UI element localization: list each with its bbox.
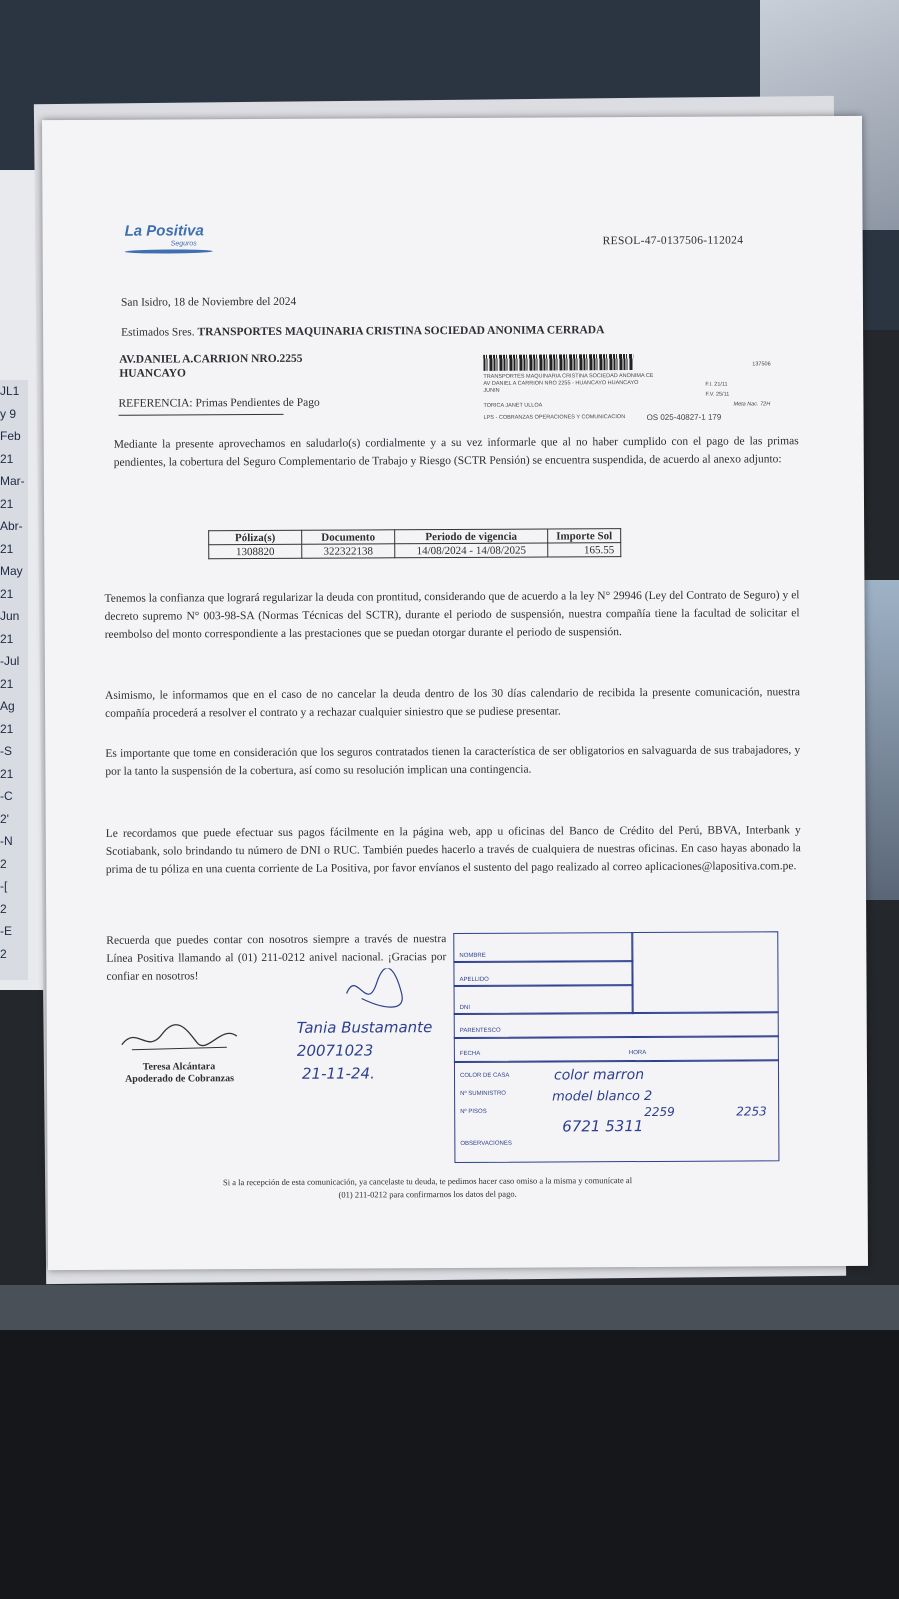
form-label: APELLIDO [459,976,489,983]
calendar-label: -C [0,789,13,803]
calendar-label: -N [0,834,13,848]
paragraph-obligatory: Es importante que tome en consideración que los seguros contratados tienen la característica de ser obligatorios en salvaguarda de sus trabajadores, y por la tanto la suspensión de la cobertura, así como su resolución implican una contingencia. [105,744,801,778]
form-label: NOMBRE [459,952,486,959]
greeting-prefix: Estimados Sres. [121,326,195,339]
calendar-label: -Jul [0,654,20,668]
calendar-label: Mar- [0,474,25,488]
form-label: COLOR DE CASA [459,1072,510,1079]
table-cell-periodo: 14/08/2024 - 14/08/2025 [395,543,548,558]
calendar-label: 21 [0,586,14,601]
form-label: PARENTESCO [459,1027,501,1034]
handwritten-id: 20071023 [296,1041,374,1060]
form-label: Nº PISOS [460,1108,487,1115]
company-logo-subtitle: Seguros [170,240,197,248]
form-label: Nº SUMINISTRO [460,1090,506,1097]
signature-teresa [117,1014,247,1060]
table-header: Importe Sol [548,529,621,543]
calendar-label: 21 [0,721,14,736]
handwritten-number-a: 2259 [644,1104,675,1120]
table-header: Periodo de vigencia [395,529,548,544]
form-label: HORA [628,1050,647,1057]
handwritten-phone: 6721 5311 [562,1117,644,1136]
calendar-label: y 9 [0,406,17,421]
background-calendar [0,380,28,980]
delivery-stamp-form [453,931,784,1163]
intro-paragraph: Mediante la presente aprovechamos en saludarlo(s) cordialmente y a su vez informarle que al no haber cumplido con el pago de las primas pendientes, la cobertura del Seguro Complementario de Trabajo y Riesgo (SCTR Pensión) se encuentra suspendida, de acuerdo al anexo adjunto: [113,435,799,469]
background-table-edge [0,1285,899,1330]
calendar-label: Ag [0,699,15,713]
company-name: TRANSPORTES MAQUINARIA CRISTINA SOCIEDAD ANONIMA CERRADA [197,324,605,339]
letter-page [42,116,868,1270]
form-label: OBSERVACIONES [460,1140,512,1147]
table-row [209,543,621,559]
calendar-label: 2' [0,811,9,826]
label-line4: TORICA JANET ULLOA [483,402,543,409]
form-cell [453,960,633,987]
address-line1: AV.DANIEL A.CARRION NRO.2255 [119,352,303,366]
calendar-label: 21 [0,676,14,691]
reference-subject: REFERENCIA: Primas Pendientes de Pago [118,396,320,410]
calendar-label: Feb [0,429,21,443]
footer-line1: Si a la recepción de esta comunicación, ya cancelaste tu deuda, te pedimos hacer caso omiso a la misma y comunícate al [223,1175,633,1188]
calendar-label: 2 [0,901,7,916]
form-cell [631,931,778,1014]
calendar-label: 21 [0,631,14,646]
label-line3: JUNIN [483,387,500,394]
table-cell-importe: 165.55 [548,543,621,557]
greeting [121,322,604,342]
paragraph-payment: Le recordamos que puede efectuar sus pagos fácilmente en la página web, app u oficinas del Banco de Crédito del Perú, BBVA, Interbank y Scotiabank, solo brindando tu número de DNI o RUC. También puedes hacerlo a través de cualquiera de nuestras oficinas. En caso hayas abonado la prima de tu póliza en una cuenta corriente de La Positiva, por favor envíanos el sustento del pago realizado al correo aplicaciones@lapositiva.com.pe. [105,824,801,876]
handwritten-date: 21-11-24. [301,1064,375,1083]
signatory-name: Teresa Alcántara [142,1061,216,1073]
table-header: Documento [302,530,395,544]
calendar-label: -[ [0,879,8,893]
label-line2: AV DANIEL A CARRION NRO 2255 - HUANCAYO HUANCAYO [483,380,639,387]
reference-code: RESOL-47-0137506-112024 [602,234,744,248]
calendar-label: -E [0,924,12,938]
background-floor [0,1330,899,1599]
paragraph-cancellation: Asimismo, le informamos que en el caso de no cancelar la deuda dentro de los 30 días calendario de recibida la presente comunicación, nuestra compañía procederá a resolver el contrato y a rechazar cualquier siniestro que se pudiese presentar. [104,686,801,720]
handwritten-name: Tania Bustamante [296,1018,433,1037]
calendar-label: Abr- [0,519,23,533]
paragraph-legal: Tenemos la confianza que logrará regularizar la deuda con prontitud, considerando que de acuerdo a la ley N° 29946 (Ley del Contrato de Seguro) y el decreto supremo N° 003-98-SA (Normas Técnicas del SCTR), durante el periodo de suspensión, nuestra compañía tiene la facultad de solicitar el reembolso del monto correspondiente a las prestaciones que se puedan otorgar durante el periodo de suspensión. [104,589,800,641]
calendar-label: 21 [0,496,14,511]
calendar-label: 21 [0,766,14,781]
calendar-label: Jun [0,609,20,623]
date-line: San Isidro, 18 de Noviembre del 2024 [120,295,297,309]
handwritten-color: color marron [553,1067,645,1084]
calendar-label: 21 [0,541,14,556]
address-line2: HUANCAYO [119,367,187,380]
barcode-label [480,351,780,433]
handwritten-number-b: 2253 [736,1104,767,1119]
calendar-label: May [0,564,23,578]
paragraph-closing: Recuerda que puedes contar con nosotros siempre a través de nuestra Línea Positiva llamando al (01) 211-0212 anivel nacional. ¡Gracias por confiar en nosotros! [106,933,447,983]
handwritten-model: model blanco 2 [552,1088,653,1105]
form-cell [454,984,634,1015]
barcode [483,354,633,371]
table-cell-poliza: 1308820 [209,544,302,558]
label-fv: F.V. 25/11 [705,391,730,398]
calendar-label: 2 [0,946,7,961]
calendar-label: -S [0,744,12,758]
policy-table [208,528,621,559]
footer-line2: (01) 211-0212 para confirmarnos los datos del pago. [338,1188,517,1200]
signatory-title: Apoderado de Cobranzas [125,1073,234,1085]
form-label: FECHA [459,1050,481,1057]
table-header: Póliza(s) [209,530,302,544]
calendar-label: 21 [0,451,14,466]
footer [148,1174,708,1203]
reference-underline [119,414,284,416]
signature-recipient [341,968,411,1013]
label-meta: Meta Nac. 72H [733,401,771,408]
calendar-label: JL1 [0,384,20,398]
label-os: OS 025-40827-1 179 [646,412,722,422]
calendar-label: 2 [0,856,7,871]
label-corner-code: 137506 [752,361,771,368]
company-logo: La Positiva [124,222,204,240]
label-line1: TRANSPORTES MAQUINARIA CRISTINA SOCIEDAD ANONIMA CE [483,372,654,380]
label-fi: F.I. 21/11 [705,381,728,388]
label-line5: LPS - COBRANZAS OPERACIONES Y COMUNICACION [483,414,626,421]
logo-swoosh [125,249,213,253]
form-label: DNI [459,1004,471,1011]
table-cell-documento: 322322138 [302,544,395,558]
